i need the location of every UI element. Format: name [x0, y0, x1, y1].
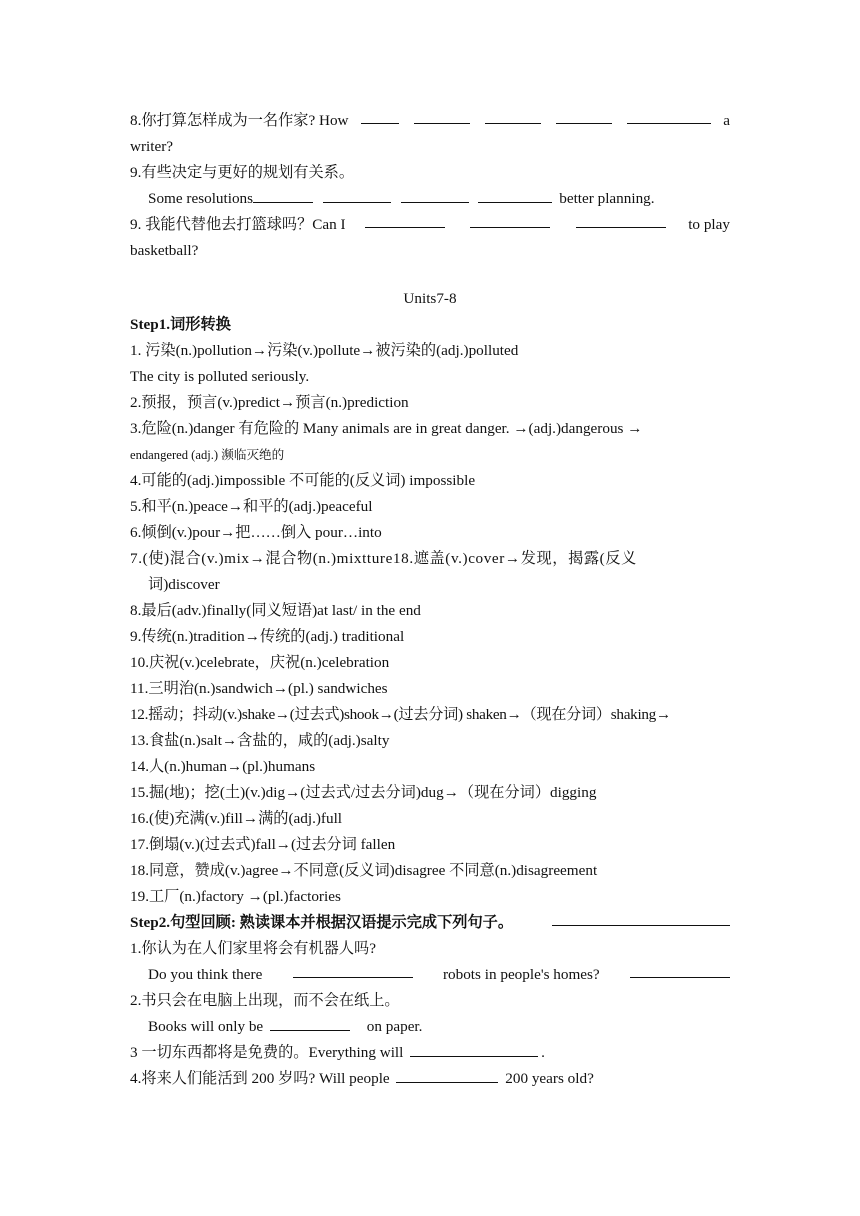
question-9b-prefix: 9. 我能代替他去打篮球吗？Can I	[130, 216, 346, 233]
unit-title: Units7-8	[403, 290, 457, 307]
question-9b-cont: basketball?	[130, 242, 199, 259]
word-item-6: 6.倾倒(v.)pour→把……倒入 pour…into	[130, 524, 382, 541]
sentence-3	[130, 1040, 730, 1066]
word-item-11: 11.三明治(n.)sandwich→(pl.) sandwiches	[130, 680, 388, 697]
question-9b	[130, 212, 730, 238]
word-item-10: 10.庆祝(v.)celebrate，庆祝(n.)celebration	[130, 654, 390, 671]
sentence-3-prefix: 3 一切东西都将是免费的。Everything will	[130, 1044, 404, 1061]
word-item-14: 14.人(n.)human→(pl.)humans	[130, 758, 316, 775]
blank[interactable]	[470, 212, 550, 228]
sentence-2-cn: 2.书只会在电脑上出现，而不会在纸上。	[130, 992, 400, 1009]
question-9a-en	[130, 186, 730, 212]
step2-title-text: Step2.句型回顾: 熟读课本并根据汉语提示完成下列句子。	[130, 914, 514, 931]
word-item-2: 2.预报，预言(v.)predict→预言(n.)prediction	[130, 394, 409, 411]
blank[interactable]	[410, 1041, 538, 1057]
question-9a-cn: 9.有些决定与更好的规划有关系。	[130, 164, 355, 181]
word-item-5: 5.和平(n.)peace→和平的(adj.)peaceful	[130, 498, 373, 515]
sentence-1-prefix: Do you think there	[148, 966, 263, 983]
blank[interactable]	[401, 187, 469, 203]
step1-title: Step1.词形转换	[130, 316, 231, 333]
word-item-16: 16.(使)充满(v.)fill→满的(adj.)full	[130, 810, 343, 827]
blank[interactable]	[270, 1015, 350, 1031]
blank[interactable]	[630, 962, 730, 978]
question-9a-prefix: Some resolutions	[148, 190, 254, 207]
word-item-3: 3.危险(n.)danger 有危险的 Many animals are in great danger. →(adj.)dangerous →	[130, 420, 643, 437]
sentence-2-en	[130, 1014, 730, 1040]
sentence-2-suffix: on paper.	[366, 1018, 423, 1035]
blank[interactable]	[478, 187, 552, 203]
blank[interactable]	[293, 962, 413, 978]
blank[interactable]	[365, 212, 445, 228]
sentence-4-prefix: 4.将来人们能活到 200 岁吗? Will people	[130, 1070, 390, 1087]
word-item-19: 19.工厂(n.)factory →(pl.)factories	[130, 888, 341, 905]
blank[interactable]	[576, 212, 666, 228]
blank[interactable]	[396, 1067, 498, 1083]
blank[interactable]	[414, 108, 470, 124]
word-item-12: 12.摇动；抖动(v.)shake→(过去式)shook→(过去分词) shaken→（现在分词）shaking→	[130, 706, 671, 723]
question-8-prefix: 8.你打算怎样成为一名作家? How	[130, 112, 349, 129]
blank[interactable]	[253, 187, 313, 203]
sentence-3-suffix: .	[541, 1044, 545, 1061]
step2-title	[130, 910, 730, 936]
sentence-1-en	[130, 962, 730, 988]
word-item-7: 7.(使)混合(v.)mix→混合物(n.)mixtture18.遮盖(v.)cover→发现，揭露(反义	[130, 550, 637, 567]
sentence-1-suffix: robots in people's homes?	[442, 966, 600, 983]
word-item-1-example: The city is polluted seriously.	[130, 368, 310, 385]
question-8-suffix: a	[723, 112, 730, 129]
blank[interactable]	[485, 108, 541, 124]
blank[interactable]	[556, 108, 612, 124]
sentence-2-prefix: Books will only be	[148, 1018, 264, 1035]
word-item-13: 13.食盐(n.)salt→含盐的，咸的(adj.)salty	[130, 732, 390, 749]
word-item-15: 15.掘(地)；挖(土)(v.)dig→(过去式/过去分词)dug→（现在分词）digging	[130, 784, 597, 801]
question-9b-suffix: to play	[688, 216, 730, 233]
blank[interactable]	[552, 910, 730, 926]
sentence-4-suffix: 200 years old?	[505, 1070, 594, 1087]
word-item-1: 1. 污染(n.)pollution→污染(v.)pollute→被污染的(adj.)polluted	[130, 342, 519, 359]
word-item-9: 9.传统(n.)tradition→传统的(adj.) traditional	[130, 628, 405, 645]
question-9a-suffix: better planning.	[559, 190, 655, 207]
sentence-1-cn: 1.你认为在人们家里将会有机器人吗?	[130, 940, 376, 957]
word-item-18: 18.同意，赞成(v.)agree→不同意(反义词)disagree 不同意(n.)disagreement	[130, 862, 598, 879]
word-item-8: 8.最后(adv.)finally(同义短语)at last/ in the end	[130, 602, 421, 619]
question-8-cont: writer?	[130, 138, 174, 155]
word-item-3-cont: endangered (adj.) 濒临灭绝的	[130, 448, 285, 462]
spacer	[130, 264, 730, 286]
blank[interactable]	[323, 187, 391, 203]
word-item-7-cont: 词)discover	[148, 576, 220, 593]
sentence-4	[130, 1066, 730, 1092]
question-8	[130, 108, 730, 134]
word-item-4: 4.可能的(adj.)impossible 不可能的(反义词) impossible	[130, 472, 476, 489]
document-page	[130, 108, 730, 1092]
blank[interactable]	[361, 108, 399, 124]
word-item-17: 17.倒塌(v.)(过去式)fall→(过去分词 fallen	[130, 836, 396, 853]
blank[interactable]	[627, 108, 711, 124]
